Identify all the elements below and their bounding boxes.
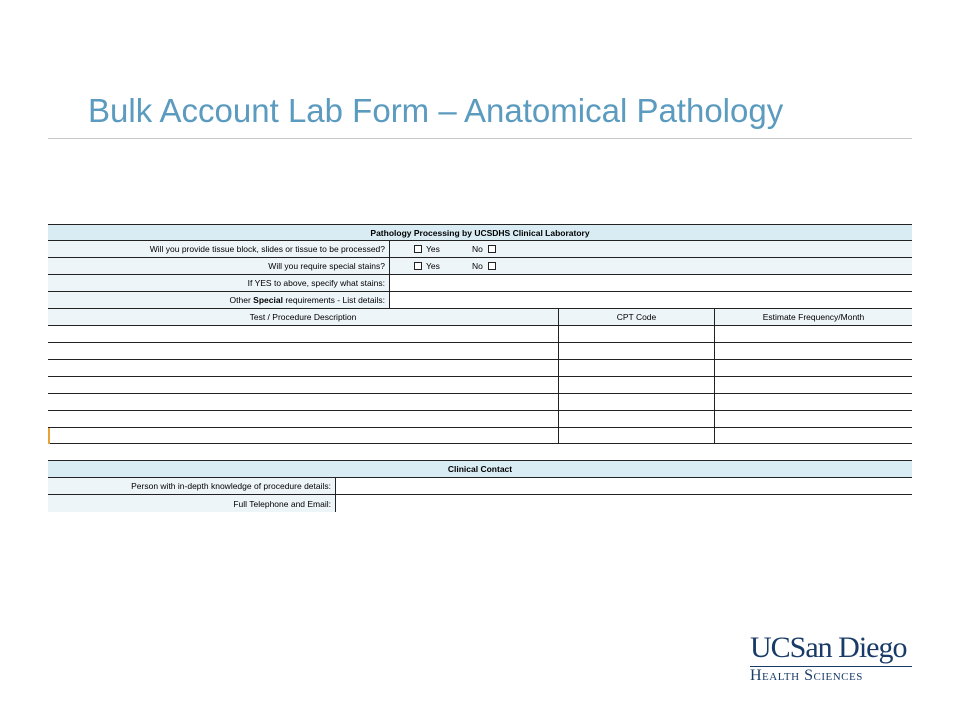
question-row-stains (48, 258, 912, 275)
no-label: No (472, 244, 483, 254)
question-label-special (48, 292, 389, 308)
cpt-cell[interactable] (558, 428, 714, 443)
test-table-header (48, 309, 912, 326)
table-row (48, 411, 912, 428)
stain-details-field[interactable] (389, 275, 912, 291)
logo-subtitle: Health Sciences (750, 667, 863, 684)
special-label-suffix: requirements - List details: (282, 295, 385, 305)
yes-checkbox[interactable] (414, 262, 422, 270)
test-cell[interactable] (48, 377, 558, 393)
special-label-prefix: Other (229, 295, 254, 305)
no-checkbox[interactable] (488, 262, 496, 270)
frequency-cell[interactable] (714, 343, 912, 359)
cpt-cell[interactable] (558, 343, 714, 359)
lab-form (48, 224, 912, 512)
title-divider (48, 138, 912, 139)
column-header-cpt: CPT Code (558, 309, 714, 325)
table-row (48, 326, 912, 343)
slide-title: Bulk Account Lab Form – Anatomical Pathology (88, 92, 784, 129)
answer-cell-tissue (389, 241, 912, 257)
yes-label: Yes (426, 244, 440, 254)
contact-person-field[interactable] (335, 478, 912, 494)
column-header-test: Test / Procedure Description (249, 312, 357, 322)
no-label: No (472, 261, 483, 271)
section-header-clinical-contact (48, 461, 912, 478)
ucsd-logo (750, 632, 914, 686)
contact-label-phone: Full Telephone and Email: (233, 498, 331, 509)
section-header-clinical-contact-text: Clinical Contact (447, 464, 513, 474)
test-cell[interactable] (48, 411, 558, 427)
cpt-cell[interactable] (558, 360, 714, 376)
frequency-cell[interactable] (714, 377, 912, 393)
test-cell[interactable] (48, 326, 558, 342)
table-row (48, 360, 912, 377)
frequency-cell[interactable] (714, 360, 912, 376)
answer-cell-stains (389, 258, 912, 274)
table-row (48, 377, 912, 394)
contact-phone-field[interactable] (335, 495, 912, 512)
question-row-tissue (48, 241, 912, 258)
logo-wordmark: UCSan Diego (750, 631, 907, 664)
question-row-special (48, 292, 912, 309)
contact-label-person: Person with in-depth knowledge of procedure details: (131, 481, 331, 491)
contact-row-person (48, 478, 912, 495)
contact-row-phone (48, 495, 912, 512)
spacer-row (48, 444, 912, 461)
table-row (48, 428, 912, 444)
yes-checkbox[interactable] (414, 245, 422, 253)
frequency-cell[interactable] (714, 394, 912, 410)
test-cell[interactable] (48, 343, 558, 359)
section-header-pathology (48, 224, 912, 241)
special-label-bold: Special (253, 295, 283, 305)
cpt-cell[interactable] (558, 377, 714, 393)
frequency-cell[interactable] (714, 411, 912, 427)
cpt-cell[interactable] (558, 411, 714, 427)
cell-selection-marker (48, 428, 50, 444)
special-requirements-field[interactable] (389, 292, 912, 308)
table-row (48, 343, 912, 360)
cpt-cell[interactable] (558, 326, 714, 342)
yes-label: Yes (426, 261, 440, 271)
no-option-stains[interactable] (472, 258, 500, 274)
test-cell[interactable] (48, 360, 558, 376)
cpt-cell[interactable] (558, 394, 714, 410)
column-header-frequency: Estimate Frequency/Month (714, 309, 912, 325)
question-row-stain-details (48, 275, 912, 292)
section-header-pathology-text: Pathology Processing by UCSDHS Clinical Laboratory (370, 228, 590, 238)
question-label-stains: Will you require special stains? (268, 261, 385, 271)
no-checkbox[interactable] (488, 245, 496, 253)
yes-option-tissue[interactable] (414, 241, 440, 257)
frequency-cell[interactable] (714, 428, 912, 443)
question-label-stain-details: If YES to above, specify what stains: (247, 278, 385, 288)
no-option-tissue[interactable] (472, 241, 500, 257)
question-label-tissue: Will you provide tissue block, slides or tissue to be processed? (149, 244, 385, 254)
table-row (48, 394, 912, 411)
frequency-cell[interactable] (714, 326, 912, 342)
yes-option-stains[interactable] (414, 258, 440, 274)
test-cell[interactable] (48, 394, 558, 410)
test-cell[interactable] (48, 428, 558, 443)
